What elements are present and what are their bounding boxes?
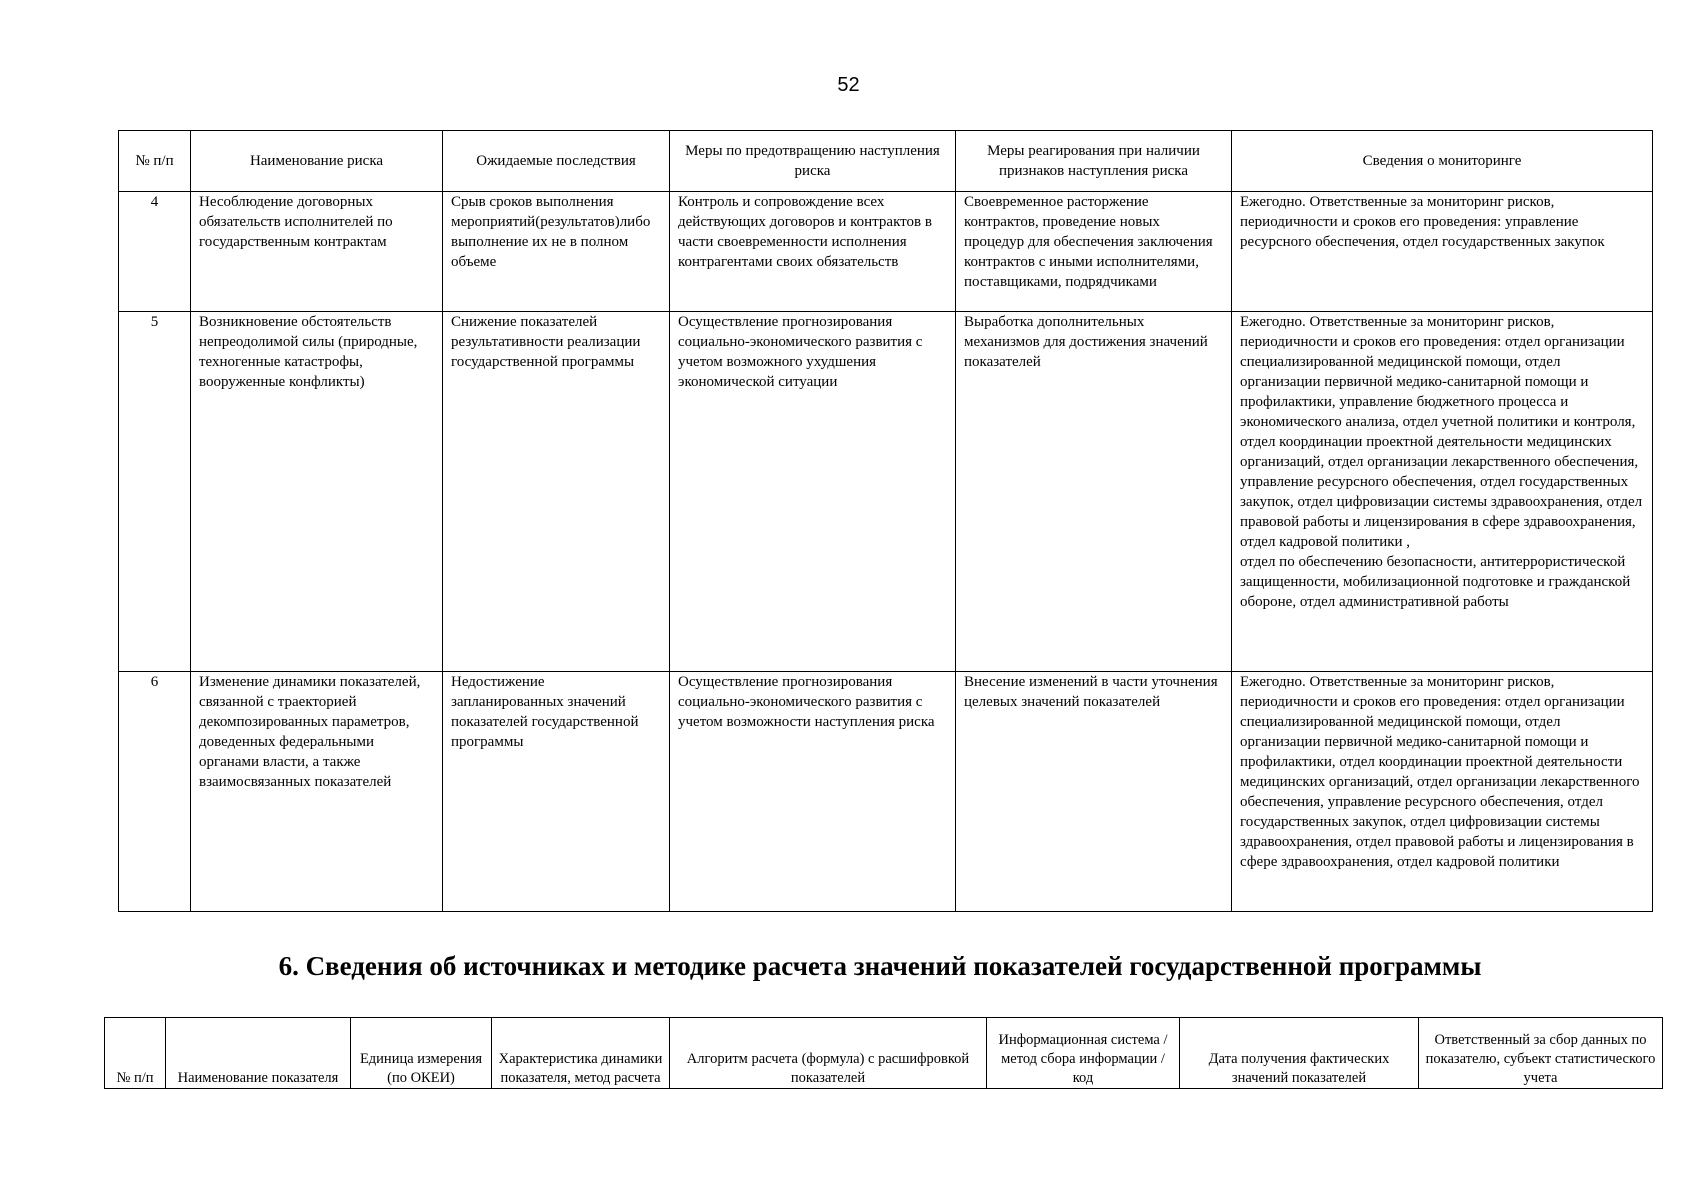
header-info-system: Информационная система / метод сбора информации / код <box>987 1018 1180 1089</box>
risk-name: Изменение динамики показателей, связанной с траекторией декомпозированных параметров, доведенных федеральными органами власти, а также взаимосвязанных показателей <box>191 672 443 912</box>
indicator-table <box>104 1017 1663 1089</box>
section-title: 6. Сведения об источниках и методике расчета значений показателей государственной программы <box>278 951 1482 981</box>
risk-table-header-row <box>119 131 1653 192</box>
risk-name: Возникновение обстоятельств непреодолимой силы (природные, техногенные катастрофы, вооруженные конфликты) <box>191 312 443 672</box>
risk-response: Своевременное расторжение контрактов, проведение новых процедур для обеспечения заключения контрактов с иными исполнителями, поставщиками, подрядчиками <box>956 192 1232 312</box>
risk-monitoring: Ежегодно. Ответственные за мониторинг рисков, периодичности и сроков его проведения: отдел организации специализированной медицинской помощи, отдел организации первичной медико-санитарной помощи и профилактики, управление бюджетного процесса и экономического анализа, отдел учетной политики и контроля, отдел координации проектной деятельности медицинских организаций, отдел организации лекарственного обеспечения, управление ресурсного обеспечения, отдел государственных закупок, отдел цифровизации системы здравоохранения, отдел правовой работы и лицензирования в сфере здравоохранения, отдел кадровой политики , отдел по обеспечению безопасности, антитеррористической защищенности, мобилизационной подготовке и гражданской обороне, отдел административной работы <box>1232 312 1653 672</box>
risk-monitoring: Ежегодно. Ответственные за мониторинг рисков, периодичности и сроков его проведения: управление ресурсного обеспечения, отдел государственных закупок <box>1232 192 1653 312</box>
row-number: 6 <box>119 672 191 912</box>
header-date: Дата получения фактических значений показателей <box>1180 1018 1419 1089</box>
risk-name: Несоблюдение договорных обязательств исполнителей по государственным контрактам <box>191 192 443 312</box>
header-indicator-name: Наименование показателя <box>166 1018 351 1089</box>
header-algorithm: Алгоритм расчета (формула) с расшифровкой показателей <box>670 1018 987 1089</box>
row-number: 5 <box>119 312 191 672</box>
row-number: 4 <box>119 192 191 312</box>
header-dynamics: Характеристика динамики показателя, метод расчета <box>492 1018 670 1089</box>
header-responsible: Ответственный за сбор данных по показателю, субъект статистического учета <box>1419 1018 1663 1089</box>
risk-monitoring: Ежегодно. Ответственные за мониторинг рисков, периодичности и сроков его проведения: отдел организации специализированной медицинской помощи, отдел организации первичной медико-санитарной помощи и профилактики, отдел координации проектной деятельности медицинских организаций, отдел организации лекарственного обеспечения, управление ресурсного обеспечения, отдел государственных закупок, отдел цифровизации системы здравоохранения, отдел правовой работы и лицензирования в сфере здравоохранения, отдел кадровой политики <box>1232 672 1653 912</box>
header-risk-name: Наименование риска <box>191 131 443 192</box>
table-row <box>119 192 1653 312</box>
risk-consequences: Недостижение запланированных значений показателей государственной программы <box>443 672 670 912</box>
risk-response: Выработка дополнительных механизмов для достижения значений показателей <box>956 312 1232 672</box>
risk-consequences: Снижение показателей результативности реализации государственной программы <box>443 312 670 672</box>
indicator-table-header-row <box>105 1018 1663 1089</box>
risk-prevention: Осуществление прогнозирования социально-экономического развития с учетом возможного ухудшения экономической ситуации <box>670 312 956 672</box>
header-response: Меры реагирования при наличии признаков наступления риска <box>956 131 1232 192</box>
page-number: 52 <box>837 74 860 96</box>
risk-response: Внесение изменений в части уточнения целевых значений показателей <box>956 672 1232 912</box>
header-prevention: Меры по предотвращению наступления риска <box>670 131 956 192</box>
risk-prevention: Контроль и сопровождение всех действующих договоров и контрактов в части своевременности исполнения контрагентами своих обязательств <box>670 192 956 312</box>
header-monitoring: Сведения о мониторинге <box>1232 131 1653 192</box>
header-number: № п/п <box>105 1018 166 1089</box>
risk-consequences: Срыв сроков выполнения мероприятий(результатов)либо выполнение их не в полном объеме <box>443 192 670 312</box>
risk-prevention: Осуществление прогнозирования социально-экономического развития с учетом возможности наступления риска <box>670 672 956 912</box>
header-number: № п/п <box>119 131 191 192</box>
header-unit: Единица измерения (по ОКЕИ) <box>351 1018 492 1089</box>
table-row <box>119 312 1653 672</box>
table-row <box>119 672 1653 912</box>
header-consequences: Ожидаемые последствия <box>443 131 670 192</box>
risk-table <box>118 130 1653 912</box>
